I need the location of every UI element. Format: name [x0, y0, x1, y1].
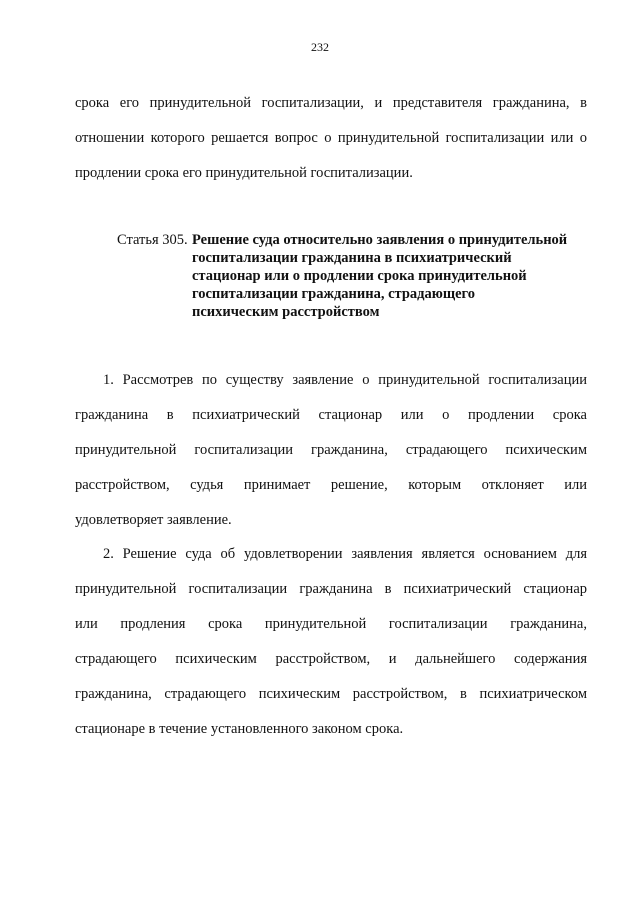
text-line: срока его принудительной госпитализации, и представителя гражданина, в: [75, 95, 587, 111]
paragraph-2: [75, 537, 587, 747]
text-line: 2. Решение суда об удовлетворении заявления является основанием для: [103, 546, 587, 562]
text-line: отношении которого решается вопрос о принудительной госпитализации или о: [75, 130, 587, 146]
text-line: расстройством, судья принимает решение, которым отклоняет или: [75, 477, 587, 493]
text-line: принудительной госпитализации гражданина, страдающего психическим: [75, 442, 587, 458]
text-line: продлении срока его принудительной госпитализации.: [75, 165, 413, 181]
text-line: или продления срока принудительной госпитализации гражданина,: [75, 616, 587, 632]
article-title-line: психическим расстройством: [192, 304, 380, 320]
article-title: [192, 231, 592, 321]
article-title-line: стационар или о продлении срока принудительной: [192, 268, 527, 284]
article-title-line: госпитализации гражданина в психиатрический: [192, 250, 512, 266]
text-line: удовлетворяет заявление.: [75, 512, 232, 528]
article-title-line: Решение суда относительно заявления о принудительной: [192, 232, 568, 248]
article-label: Статья 305.: [117, 232, 188, 248]
text-line: стационаре в течение установленного законом срока.: [75, 721, 404, 737]
top-paragraph: [75, 86, 587, 191]
text-line: 1. Рассмотрев по существу заявление о принудительной госпитализации: [103, 372, 587, 388]
text-line: гражданина, страдающего психическим расстройством, в психиатрическом: [75, 686, 587, 702]
text-line: принудительной госпитализации гражданина в психиатрический стационар: [75, 581, 587, 597]
article-title-line: госпитализации гражданина, страдающего: [192, 286, 475, 302]
paragraph-1: [75, 363, 587, 538]
page-number: 232: [311, 40, 329, 54]
text-line: гражданина в психиатрический стационар или о продлении срока: [75, 407, 587, 423]
text-line: страдающего психическим расстройством, и дальнейшего содержания: [75, 651, 587, 667]
